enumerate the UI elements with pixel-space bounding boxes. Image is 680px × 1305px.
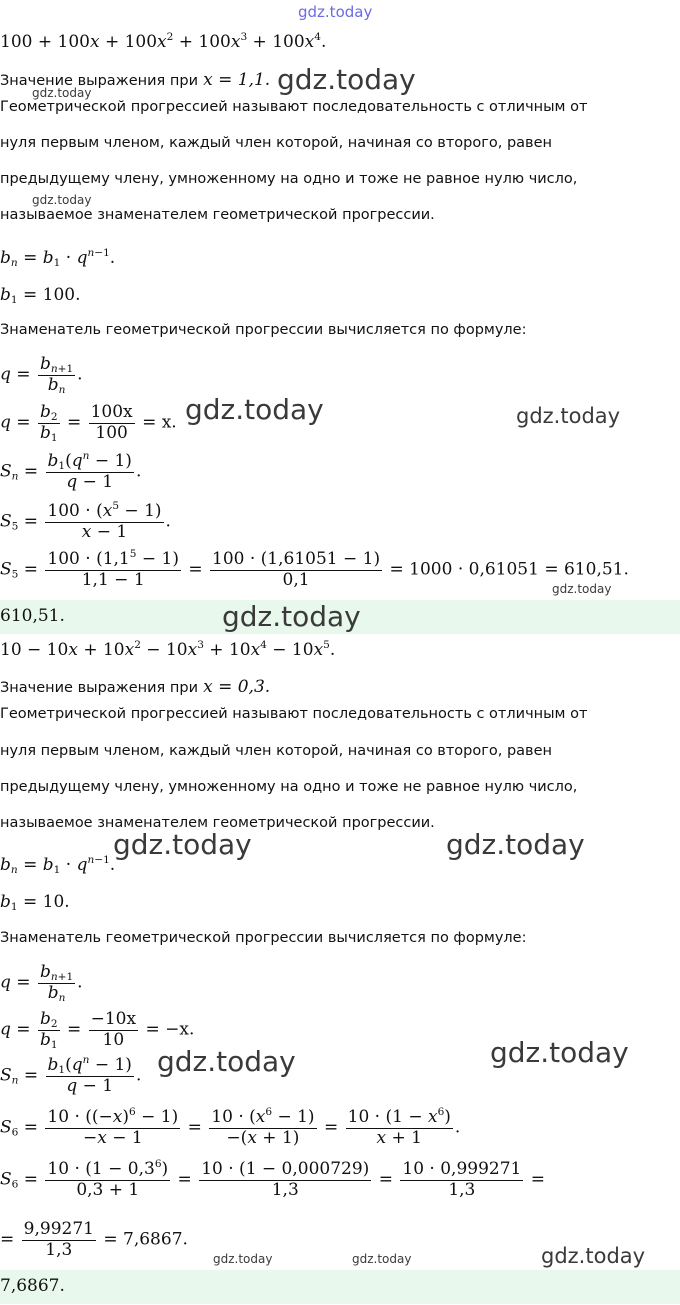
watermark: gdz.today: [157, 1045, 296, 1078]
sn-formula: $S_n$ = $\frac{b_1(q^n - 1)}{q - 1}$ .: [0, 450, 142, 492]
watermark: gdz.today: [352, 1252, 412, 1266]
expression-intro: Значение выражения при: [0, 73, 198, 89]
s6-final: = $\frac{9,99271}{1,3}$ = 7,6867.: [0, 1219, 188, 1260]
s6-formula: $S_6$ = $\frac{10 \cdot ((-x)^6 - 1)}{-x - 1}$ = $\frac{10 \cdot (x^6 - 1)}{-(x + 1)}$ = $\frac{10 \cdot (1 - x^6)}{x + 1}$ .: [0, 1106, 461, 1148]
definition-line: предыдущему члену, умноженному на одно и тоже не равное нулю число,: [0, 171, 578, 187]
watermark: gdz.today: [552, 582, 612, 596]
definition-line: нуля первым членом, каждый член которой, начиная со второго, равен: [0, 135, 552, 151]
s6-calculation: $S_6$ = $\frac{10 \cdot (1 - 0,3^6)}{0,3 + 1}$ = $\frac{10 \cdot (1 - 0,000729)}{1,3}$ = $\frac{10 \cdot 0,999271}{1,3}$ =: [0, 1158, 545, 1200]
watermark: gdz.today: [490, 1036, 629, 1069]
sn-formula: $S_n$ = $\frac{b_1(q^n - 1)}{q - 1}$ .: [0, 1054, 142, 1096]
watermark: gdz.today: [185, 393, 324, 426]
watermark: gdz.today: [516, 404, 621, 428]
watermark: gdz.today: [32, 86, 92, 100]
answer-band-2: [0, 1270, 680, 1304]
x-value: x = 0,3.: [203, 677, 271, 697]
watermark: gdz.today: [446, 828, 585, 861]
definition-line: Геометрической прогрессией называют последовательность с отличным от: [0, 99, 588, 115]
definition-line: предыдущему члену, умноженному на одно и тоже не равное нулю число,: [0, 779, 578, 795]
watermark: gdz.today: [541, 1244, 646, 1268]
expression-1: $100 + 100x + 100x^2 + 100x^3 + 100x^4$.: [0, 31, 327, 52]
watermark: gdz.today: [32, 193, 92, 207]
bn-formula: $b_n = b_1 \cdot q^{n-1}$.: [0, 247, 116, 270]
x-value: x = 1,1.: [203, 70, 271, 90]
x-value-line-2: [0, 677, 270, 697]
q-calculation: q = $\frac{b_2}{b_1}$ = $\frac{100x}{100}$ = x.: [0, 402, 177, 444]
b1-value: $b_1 = 10$.: [0, 892, 70, 914]
expression-2: $10 - 10x + 10x^2 - 10x^3 + 10x^4 - 10x^5$.: [0, 639, 336, 660]
q-formula-text: Знаменатель геометрической прогрессии вычисляется по формуле:: [0, 930, 527, 946]
b1-value: $b_1 = 100$.: [0, 285, 81, 307]
watermark: gdz.today: [298, 3, 373, 21]
watermark: gdz.today: [113, 828, 252, 861]
q-formula-text: Знаменатель геометрической прогрессии вычисляется по формуле:: [0, 322, 527, 338]
definition-line: нуля первым членом, каждый член которой, начиная со второго, равен: [0, 743, 552, 759]
definition-line: называемое знаменателем геометрической прогрессии.: [0, 207, 435, 223]
definition-line: называемое знаменателем геометрической прогрессии.: [0, 815, 435, 831]
q-calculation: q = $\frac{b_2}{b_1}$ = $\frac{-10x}{10}$ = −x.: [0, 1009, 195, 1051]
expression-intro: Значение выражения при: [0, 680, 198, 696]
s5-formula: $S_5$ = $\frac{100 \cdot (x^5 - 1)}{x - 1}$ .: [0, 500, 171, 542]
bn-formula: $b_n = b_1 \cdot q^{n-1}$.: [0, 854, 116, 877]
s5-calculation: $S_5$ = $\frac{100 \cdot (1,1^5 - 1)}{1,1 - 1}$ = $\frac{100 \cdot (1,61051 - 1)}{0,1}$ = 1000 · 0,61051 = 610,51.: [0, 548, 629, 590]
q-definition: q = $\frac{b_{n+1}}{b_n}$ .: [0, 354, 83, 396]
watermark: gdz.today: [222, 600, 361, 633]
watermark: gdz.today: [213, 1252, 273, 1266]
definition-line: Геометрической прогрессией называют последовательность с отличным от: [0, 706, 588, 722]
answer-1: 610,51.: [0, 606, 65, 626]
watermark: gdz.today: [277, 63, 416, 96]
answer-2: 7,6867.: [0, 1276, 65, 1296]
q-definition: q = $\frac{b_{n+1}}{b_n}$ .: [0, 962, 83, 1004]
